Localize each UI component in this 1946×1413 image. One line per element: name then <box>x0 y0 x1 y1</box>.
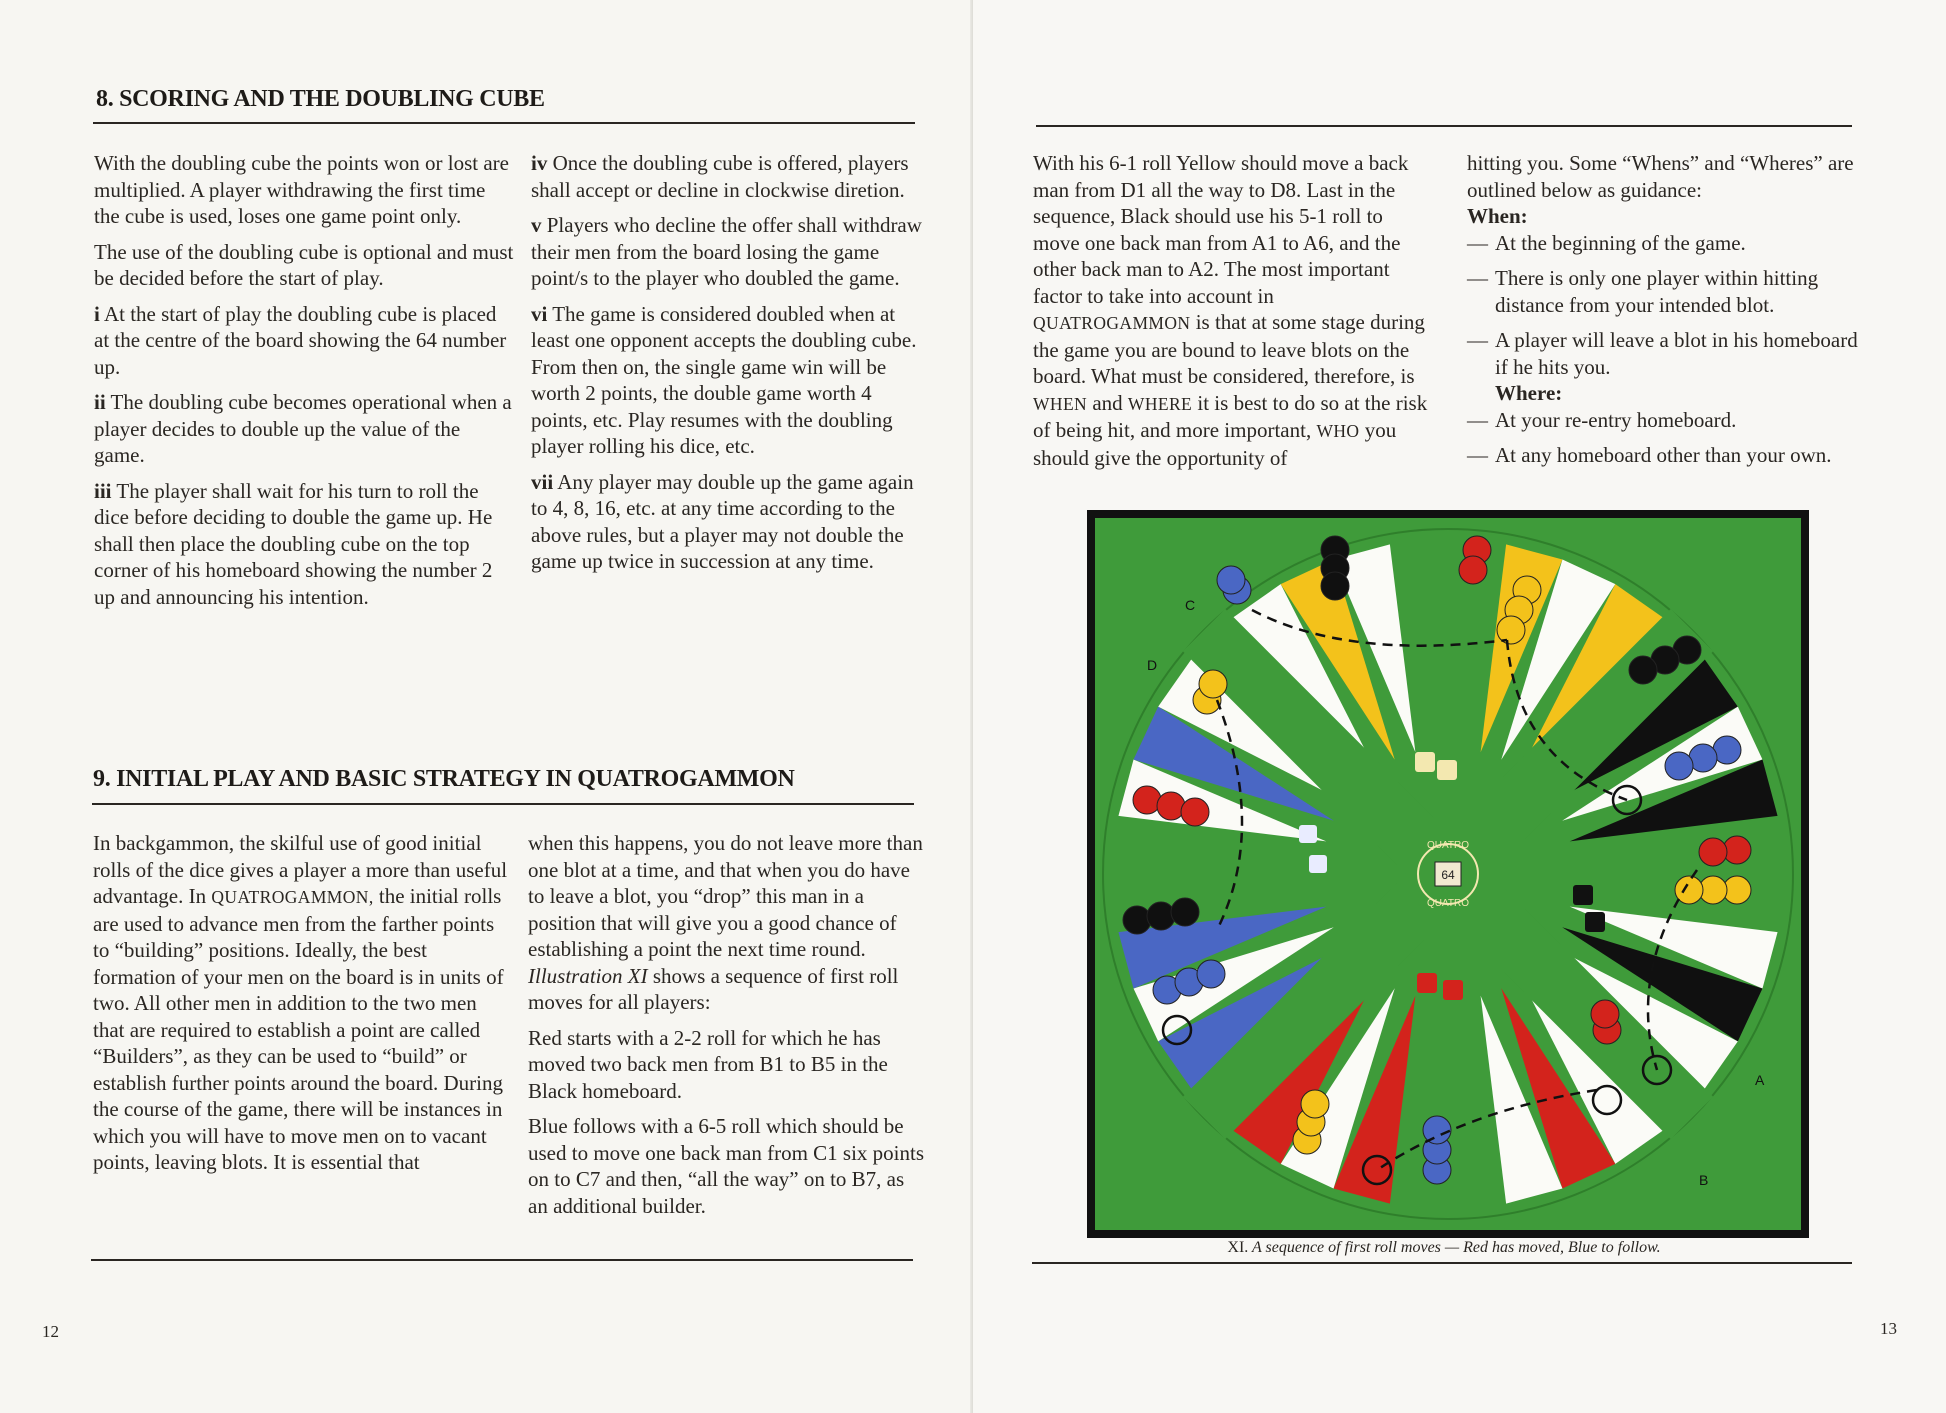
section-9-heading: 9. INITIAL PLAY AND BASIC STRATEGY IN QUATROGAMMON <box>93 766 795 792</box>
section-8-column-2 <box>531 150 931 584</box>
top-rule <box>1036 125 1852 127</box>
list-item: — At the beginning of the game. <box>1467 230 1867 257</box>
section-8-heading: 8. SCORING AND THE DOUBLING CUBE <box>96 86 545 112</box>
list-item: — There is only one player within hitting distance from your intended blot. <box>1467 265 1867 318</box>
rule-v: v Players who decline the offer shall withdraw their men from the board losing the game point/s to the player who doubled the game. <box>531 213 922 290</box>
checker <box>1301 1090 1329 1118</box>
checker <box>1181 798 1209 826</box>
paragraph: With his 6-1 roll Yellow should move a back man from D1 all the way to D8. Last in the sequence, Black should use his 5-1 roll to move one back man from A1 to A6, and the other back man to A2. The most important factor to take into account in QUATROGAMMON is that at some stage during the game you are bound to leave blots on the board. What must be considered, therefore, is WHEN and WHERE it is best to do so at the risk of being hit, and more important, WHO you should give the opportunity of <box>1033 151 1428 470</box>
red-die <box>1417 973 1437 993</box>
paragraph: The use of the doubling cube is optional and must be decided before the start of play. <box>94 239 514 290</box>
list-item: — At your re-entry homeboard. <box>1467 407 1867 434</box>
checker <box>1217 566 1245 594</box>
checker <box>1171 898 1199 926</box>
blue-die <box>1309 855 1327 873</box>
doubling-cube <box>1418 840 1478 909</box>
list-item: — At any homeboard other than your own. <box>1467 442 1867 469</box>
heading-rule <box>93 122 915 124</box>
rule-iii: iii The player shall wait for his turn to roll the dice before deciding to double the game up. He shall then place the doubling cube on the top corner of his homeboard showing the number 2 up and announcing his intention. <box>94 478 493 609</box>
bottom-rule <box>1032 1262 1852 1264</box>
section-9-column-2 <box>528 830 928 1228</box>
checker <box>1197 960 1225 988</box>
black-die <box>1573 885 1593 905</box>
paragraph: In backgammon, the skilful use of good initial rolls of the dice gives a player a more than useful advantage. In QUATROGAMMON, the initial rolls are used to advance men from the farther points to “building” positions. Ideally, the best formation of your men on the board is in units of two. All other men in addition to the two men that are required to establish a point are called “Builders”, as they can be used to “build” or establish further points around the board. During the course of the game, there will be instances in which you will have to move men on to vacant points, leaving blots. It is essential that <box>93 831 508 1174</box>
page-number: 12 <box>42 1322 59 1341</box>
yellow-die <box>1437 760 1457 780</box>
red-die <box>1443 980 1463 1000</box>
checker <box>1699 838 1727 866</box>
where-list <box>1467 407 1867 469</box>
rule-vi: vi The game is considered doubled when at least one opponent accepts the doubling cube. From then on, the single game win will be worth 2 points, the double game worth 4 points, etc. Play resumes with the doubling player rolling his dice, etc. <box>531 301 917 458</box>
yellow-die <box>1415 752 1435 772</box>
cube-value: 64 <box>1441 868 1455 882</box>
rule-vii: vii Any player may double up the game again to 4, 8, 16, etc. at any time according to the above rules, but a player may not double the game up twice in succession at any time. <box>531 469 914 573</box>
paragraph: With the doubling cube the points won or lost are multiplied. A player withdrawing the first time the cube is used, loses one game point only. <box>94 151 509 228</box>
page-number: 13 <box>1880 1319 1897 1338</box>
paragraph: when this happens, you do not leave more than one blot at a time, and that when you do have to leave a blot, you “drop” this man in a position that will give you a good chance of establishing a point the next time round. Illustration XI shows a sequence of first roll moves for all players: <box>528 831 923 1014</box>
quatrogammon-board-illustration <box>1087 510 1809 1238</box>
checker <box>1123 906 1151 934</box>
section-8-column-1 <box>94 150 514 619</box>
paragraph: Blue follows with a 6-5 roll which should be used to move one back man from C1 six points on to C7 and then, “all the way” on to B7, as an additional builder. <box>528 1114 925 1218</box>
right-column-1 <box>1033 150 1433 480</box>
rule-iv: iv Once the doubling cube is offered, players shall accept or decline in clockwise diretion. <box>531 151 909 202</box>
rule-ii: ii The doubling cube becomes operational when a player decides to double up the value of the game. <box>94 390 512 467</box>
paragraph: Red starts with a 2-2 roll for which he has moved two back men from B1 to B5 in the Black homeboard. <box>528 1025 888 1103</box>
section-letter-b: B <box>1699 1172 1709 1188</box>
checker <box>1321 572 1349 600</box>
blue-die <box>1299 825 1317 843</box>
checker <box>1147 902 1175 930</box>
black-die <box>1585 912 1605 932</box>
heading-rule <box>92 803 914 805</box>
paragraph: hitting you. Some “Whens” and “Wheres” are outlined below as guidance: <box>1467 151 1854 202</box>
when-label: When: <box>1467 204 1528 228</box>
checker <box>1199 670 1227 698</box>
section-letter-c: C <box>1185 597 1196 613</box>
section-letter-a: A <box>1755 1072 1765 1088</box>
checker <box>1459 556 1487 584</box>
checker <box>1591 1000 1619 1028</box>
checker <box>1629 656 1657 684</box>
checker <box>1665 752 1693 780</box>
brand-text: QUATRO <box>1426 840 1470 851</box>
rule-i: i At the start of play the doubling cube is placed at the centre of the board showing the 64 number up. <box>94 301 507 379</box>
checker <box>1133 786 1161 814</box>
bottom-rule <box>91 1259 913 1261</box>
section-letter-d: D <box>1147 657 1158 673</box>
checker <box>1157 792 1185 820</box>
figure-caption: XI. A sequence of first roll moves — Red has moved, Blue to follow. <box>1227 1239 1661 1256</box>
section-9-column-1 <box>93 830 513 1185</box>
brand-text: QUATRO <box>1426 898 1470 909</box>
list-item: — A player will leave a blot in his homeboard if he hits you. <box>1467 327 1867 380</box>
right-column-2 <box>1467 150 1867 478</box>
when-list <box>1467 230 1867 381</box>
where-label: Where: <box>1495 381 1563 405</box>
